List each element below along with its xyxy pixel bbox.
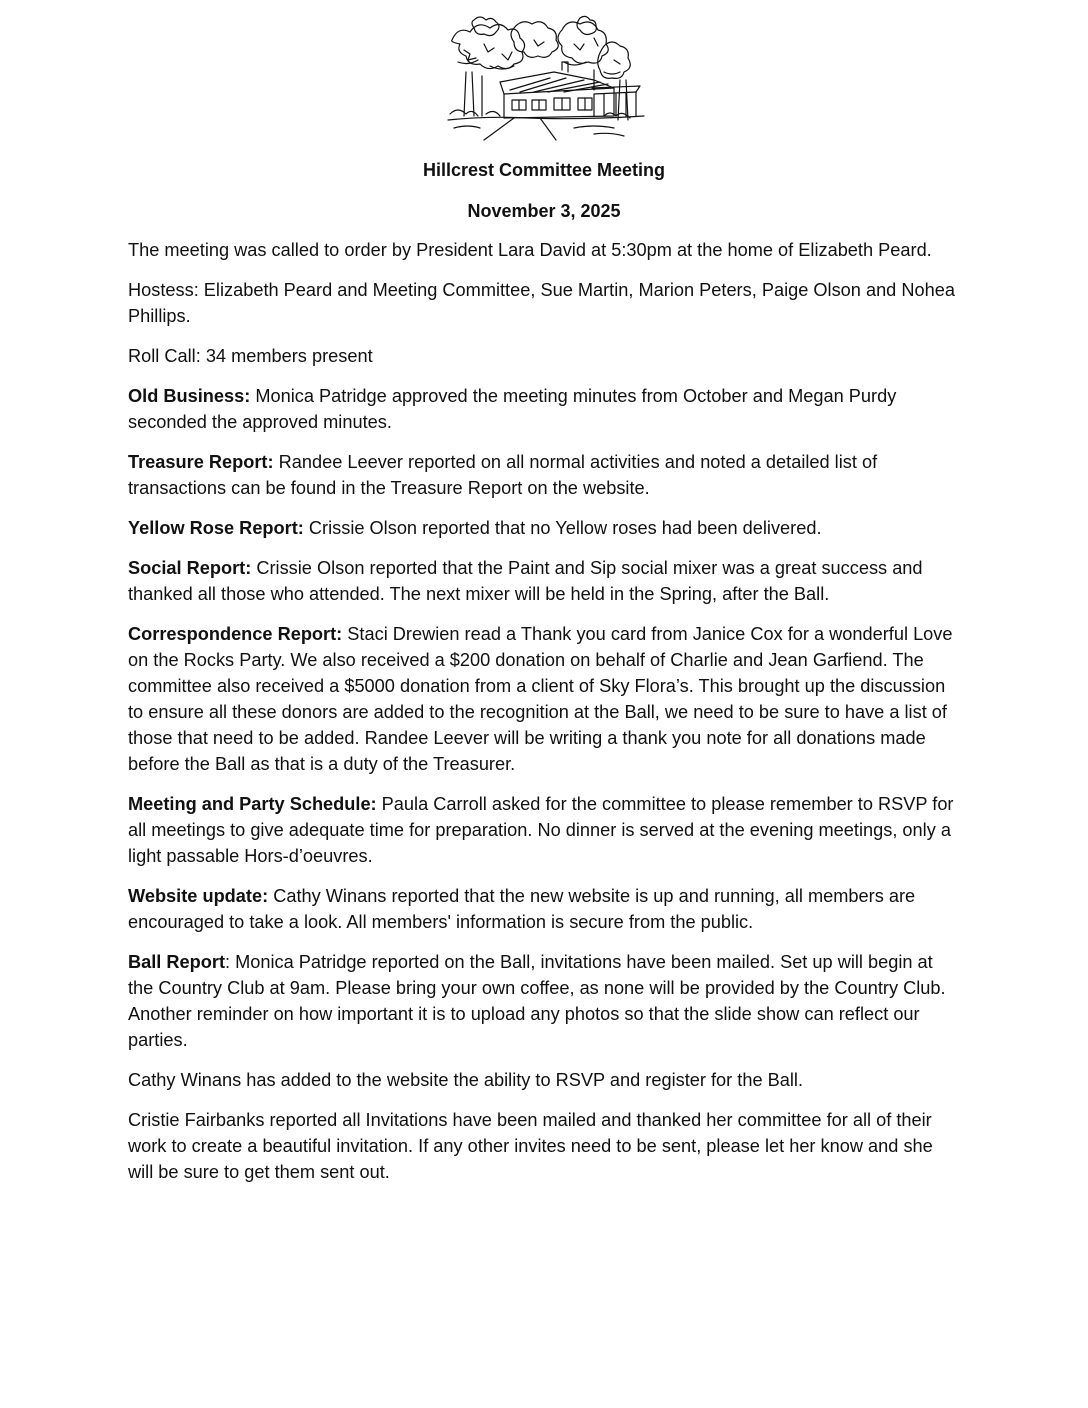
house-illustration xyxy=(444,10,648,142)
paragraph-ball-report: Ball Report: Monica Patridge reported on the Ball, invitations have been mailed. Set up will begin at the Country Club at 9am. Please bring your own coffee, as none will be provided by the Country Club. Another reminder on how important it is to upload any photos so that the slide show can reflect our parties. xyxy=(128,952,946,1050)
paragraph-call-to-order: The meeting was called to order by President Lara David at 5:30pm at the home of Elizabeth Peard. xyxy=(128,240,932,260)
paragraph-social-report: Social Report: Crissie Olson reported that the Paint and Sip social mixer was a great success and thanked all those who attended. The next mixer will be held in the Spring, after the Ball. xyxy=(128,558,923,604)
paragraph-hostess: Hostess: Elizabeth Peard and Meeting Committee, Sue Martin, Marion Peters, Paige Olson and Nohea Phillips. xyxy=(128,280,955,326)
section-heading: Correspondence Report: xyxy=(128,624,343,644)
section-heading: Meeting and Party Schedule: xyxy=(128,794,377,814)
section-heading: Social Report: xyxy=(128,558,252,578)
paragraph-treasure-report: Treasure Report: Randee Leever reported on all normal activities and noted a detailed list of transactions can be found in the Treasure Report on the website. xyxy=(128,452,878,498)
section-heading: Ball Report xyxy=(128,952,226,972)
paragraph-rsvp: Cathy Winans has added to the website the ability to RSVP and register for the Ball. xyxy=(128,1070,803,1090)
meeting-date: November 3, 2025 xyxy=(467,201,621,221)
paragraph-invitations: Cristie Fairbanks reported all Invitations have been mailed and thanked her committee for all of their work to create a beautiful invitation. If any other invites need to be sent, please let her know and she will be sure to get them sent out. xyxy=(128,1110,933,1182)
paragraph-old-business: Old Business: Monica Patridge approved the meeting minutes from October and Megan Purdy seconded the approved minutes. xyxy=(128,386,897,432)
paragraph-correspondence-report: Correspondence Report: Staci Drewien read a Thank you card from Janice Cox for a wonderful Love on the Rocks Party. We also received a $200 donation on behalf of Charlie and Jean Garfiend. The committee also received a $5000 donation from a client of Sky Flora’s. This brought up the discussion to ensure all these donors are added to the recognition at the Ball, we need to be sure to have a list of those that need to be added. Randee Leever will be writing a thank you note for all donations made before the Ball as that is a duty of the Treasurer. xyxy=(128,624,953,774)
section-heading: Old Business: xyxy=(128,386,251,406)
section-heading: Treasure Report: xyxy=(128,452,274,472)
section-heading: Yellow Rose Report: xyxy=(128,518,304,538)
paragraph-yellow-rose-report: Yellow Rose Report: Crissie Olson reported that no Yellow roses had been delivered. xyxy=(128,518,822,538)
paragraph-roll-call: Roll Call: 34 members present xyxy=(128,346,373,366)
section-heading: Website update: xyxy=(128,886,269,906)
document-title: Hillcrest Committee Meeting xyxy=(422,160,666,180)
minutes-body xyxy=(128,237,960,1199)
paragraph-website-update: Website update: Cathy Winans reported that the new website is up and running, all members are encouraged to take a look. All members' information is secure from the public. xyxy=(128,886,916,932)
paragraph-meeting-schedule: Meeting and Party Schedule: Paula Carroll asked for the committee to please remember to RSVP for all meetings to give adequate time for preparation. No dinner is served at the evening meetings, only a light passable Hors-d’oeuvres. xyxy=(128,794,954,866)
